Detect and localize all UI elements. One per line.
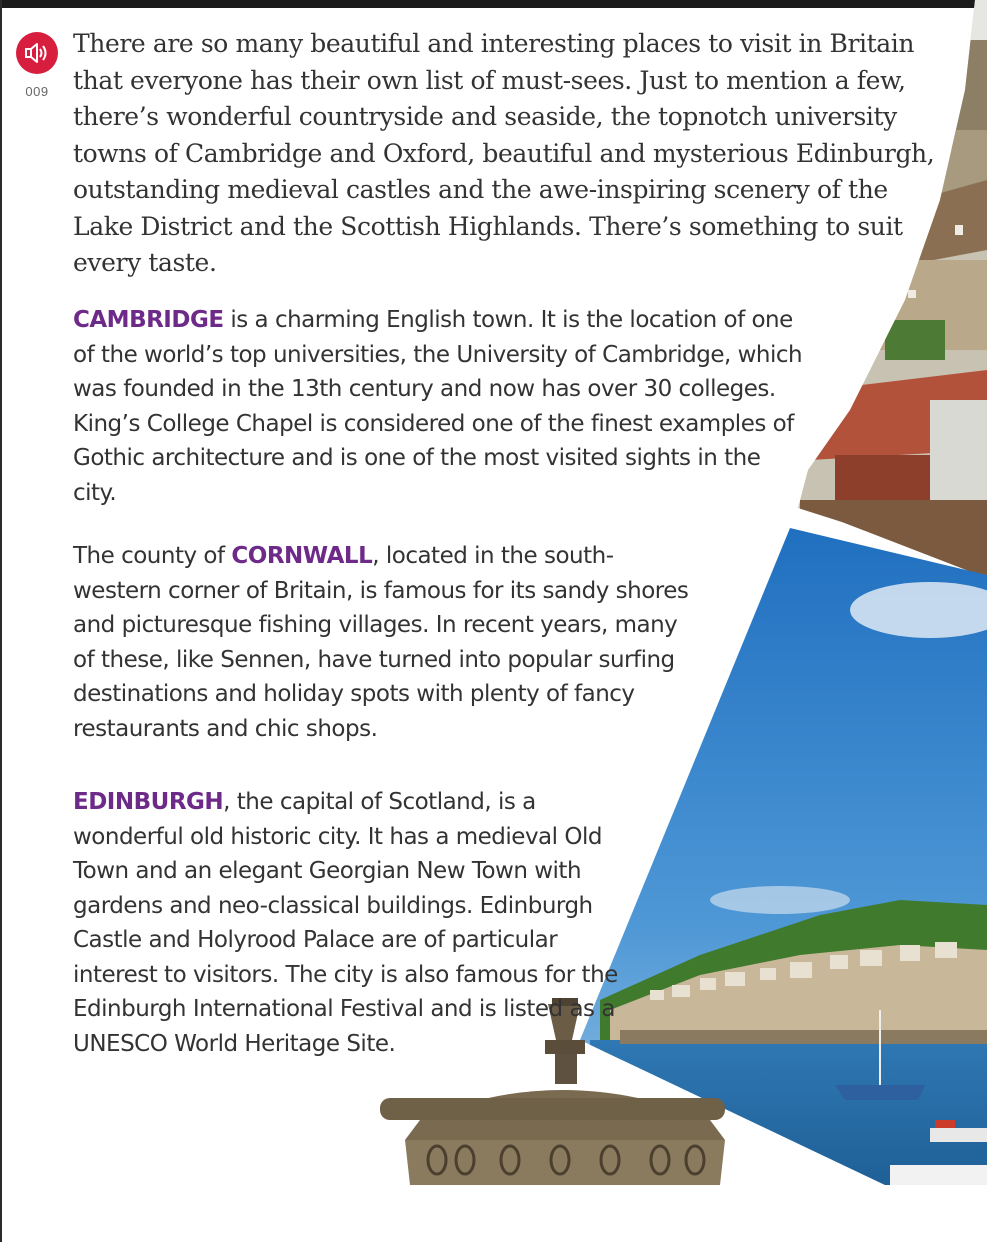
speaker-icon bbox=[24, 42, 50, 64]
cambridge-heading: CAMBRIDGE bbox=[73, 307, 224, 333]
intro-paragraph: There are so many beautiful and interesting places to visit in Britain that everyone has their own list of must-sees. Just to mention a few, there’s wonderful countryside and seaside, the topnotch university towns of Cambridge and Oxford, beautiful and mysterious Edinburgh, outstanding medieval castles and the awe-inspiring scenery of the Lake District and the Scottish Highlands. There’s something to suit every taste. bbox=[73, 29, 935, 277]
cornwall-paragraph bbox=[73, 539, 698, 746]
audio-track-number: 009 bbox=[25, 84, 49, 99]
cambridge-text: is a charming English town. It is the location of one of the world’s top universities, the University of Cambridge, which was founded in the 13th century and now has over 30 colleges. King’s College Chapel is considered one of the finest examples of Gothic architecture and is one of the most visited sights in the city. bbox=[73, 307, 803, 506]
cornwall-text: , located in the south-western corner of Britain, is famous for its sandy shores and picturesque fishing villages. In recent years, many of these, like Sennen, have turned into popular surfing destinations and holiday spots with plenty of fancy restaurants and chic shops. bbox=[73, 543, 689, 742]
cambridge-paragraph bbox=[73, 303, 803, 510]
cornwall-lead-in: The county of bbox=[73, 543, 232, 569]
edinburgh-text: , the capital of Scotland, is a wonderful old historic city. It has a medieval Old Town and an elegant Georgian New Town with gardens and neo-classical buildings. Edinburgh Castle and Holyrood Palace are of particular interest to visitors. The city is also famous for the Edinburgh International Festival and is listed as a UNESCO World Heritage Site. bbox=[73, 789, 618, 1057]
cornwall-heading: CORNWALL bbox=[231, 543, 373, 569]
edinburgh-heading: EDINBURGH bbox=[73, 789, 224, 815]
audio-play-button[interactable] bbox=[16, 32, 58, 74]
edinburgh-paragraph bbox=[73, 785, 628, 1061]
